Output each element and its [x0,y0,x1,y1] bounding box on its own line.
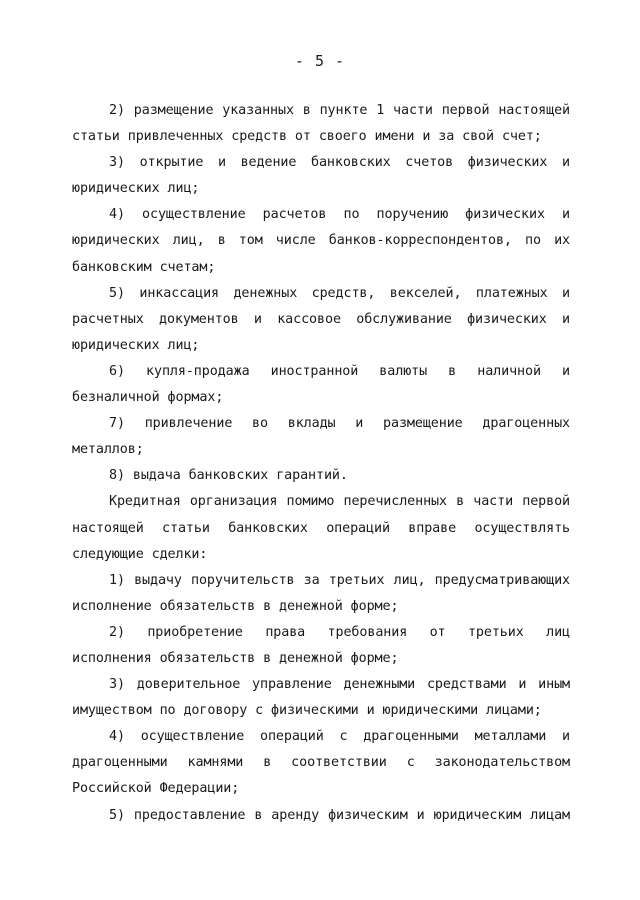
paragraph-item-7-precious-metals: 7) привлечение во вклады и размещение драгоценных металлов; [72,416,570,458]
paragraph-item-2-placement: 2) размещение указанных в пункте 1 части первой настоящей статьи привлеченных средств от своего имени и за свой счет; [72,103,570,145]
paragraph-deal-2-claim-rights: 2) приобретение права требования от третьих лиц исполнения обязательств в денежной форме; [72,624,570,666]
paragraph-deal-5-lease: 5) предоставление в аренду физическим и юридическим лицам [109,807,570,823]
paragraph-deal-4-metals-stones: 4) осуществление операций с драгоценными металлами и драгоценными камнями в соответствии с законодательством Российской Федерации; [72,729,570,797]
document-body [72,98,570,829]
paragraph-item-4-settlements: 4) осуществление расчетов по поручению физических и юридических лиц, в том числе банков-корреспондентов, по их банковским счетам; [72,207,570,275]
paragraph-deal-3-trust-management: 3) доверительное управление денежными средствами и иным имуществом по договору с физическими и юридическими лицами; [72,677,570,719]
paragraph-item-6-currency: 6) купля-продажа иностранной валюты в наличной и безналичной формах; [72,363,570,406]
paragraph-item-8-guarantees: 8) выдача банковских гарантий. [109,468,348,484]
paragraph-item-5-cash-collection: 5) инкассация денежных средств, векселей, платежных и расчетных документов и кассовое обслуживание физических и юридических лиц; [72,285,570,353]
page-number: - 5 - [294,52,346,70]
paragraph-item-3-accounts: 3) открытие и ведение банковских счетов физических и юридических лиц; [72,155,570,197]
paragraph-credit-org-intro: Кредитная организация помимо перечисленных в части первой настоящей статьи банковских операций вправе осуществлять следующие сделки: [72,494,570,562]
paragraph-deal-1-suretyship: 1) выдачу поручительств за третьих лиц, предусматривающих исполнение обязательств в денежной форме; [72,572,570,614]
